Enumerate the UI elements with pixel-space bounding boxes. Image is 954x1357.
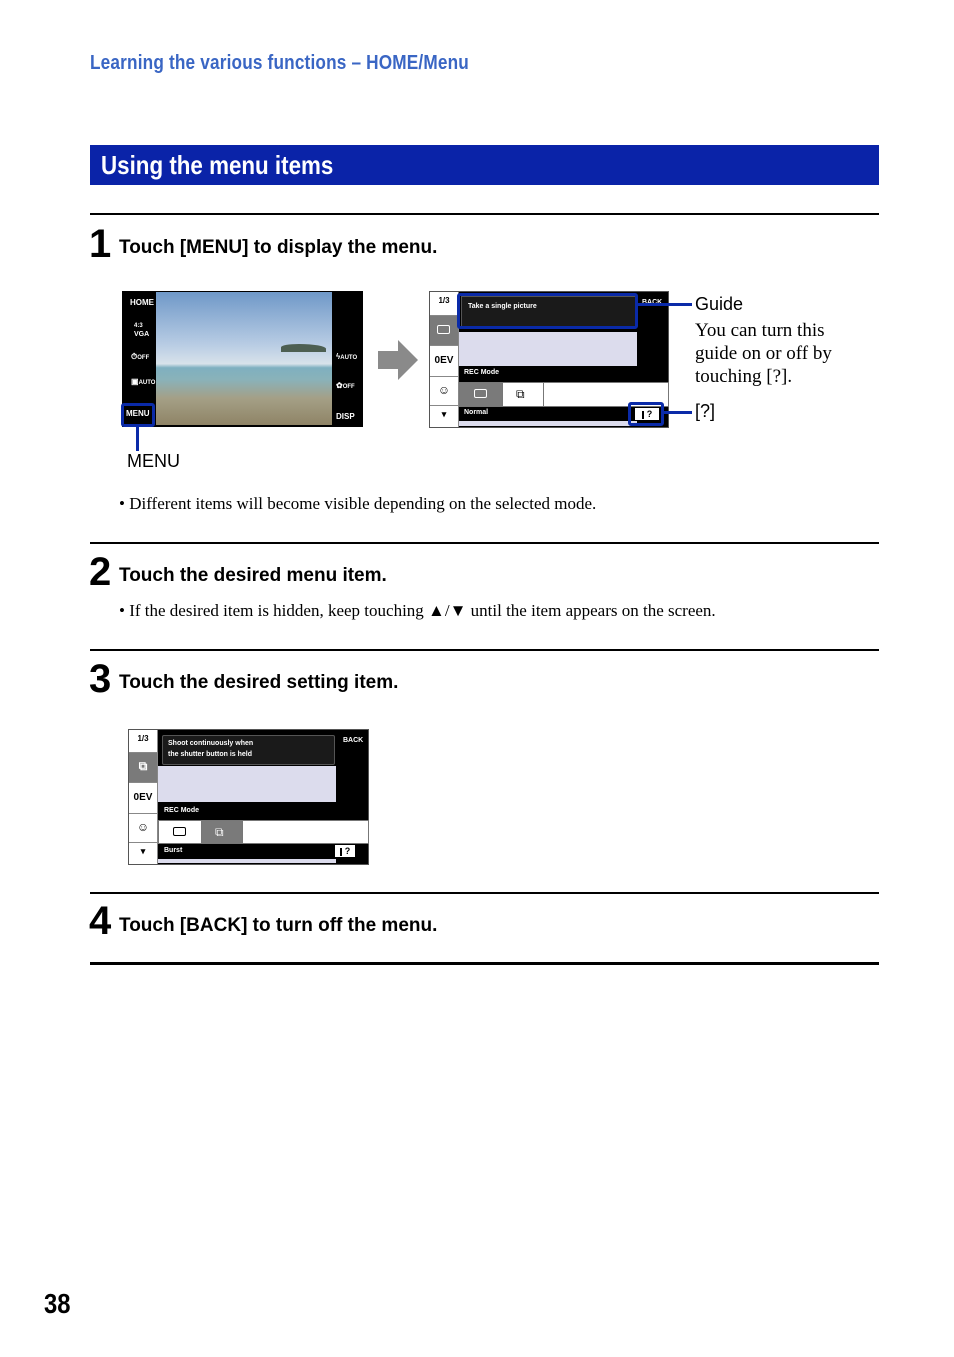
page-indicator[interactable] (430, 292, 458, 316)
help-label: ? (344, 846, 351, 856)
help-button[interactable] (335, 845, 355, 857)
step-number: 4 (89, 899, 112, 943)
ev-label: 0EV (434, 355, 454, 366)
triangle-down-icon: ▾ (140, 846, 146, 856)
step-text: Touch [BACK] to turn off the menu. (119, 915, 438, 936)
flash-icon[interactable]: ϟAUTO (336, 352, 358, 361)
help-bar-icon (340, 848, 342, 856)
triangle-down-icon: ▾ (441, 409, 447, 419)
guide-area-bottom (158, 859, 336, 863)
single-shot-icon (173, 827, 186, 836)
back-button[interactable]: BACK (343, 737, 364, 744)
menu-highlight (121, 403, 155, 427)
rec-mode-menu-item[interactable] (129, 753, 157, 783)
step-number: 1 (89, 222, 112, 266)
guide-area (459, 332, 637, 366)
callout-line (136, 427, 139, 451)
island-shape (281, 344, 326, 352)
step1-note: • Different items will become visible depending on the selected mode. (119, 494, 597, 513)
section-title: Using the menu items (101, 150, 334, 180)
macro-icon[interactable]: ✿OFF (336, 381, 355, 390)
burst-icon: ⧉ (516, 387, 525, 401)
section-title-bar (90, 145, 879, 185)
single-shot-icon (474, 389, 487, 398)
running-header: Learning the various functions – HOME/Menu (90, 52, 469, 74)
home-button[interactable]: HOME (130, 298, 154, 307)
divider (90, 962, 879, 965)
divider (90, 213, 879, 215)
step-number: 3 (89, 657, 112, 701)
burst-option[interactable] (502, 382, 544, 407)
guide-desc-line: touching [?]. (695, 366, 793, 387)
image-size-icon[interactable]: VGA (134, 331, 150, 338)
guide-area (158, 766, 336, 802)
step-text: Touch [MENU] to display the menu. (119, 237, 438, 258)
option-name: Burst (164, 847, 183, 854)
single-shot-icon (437, 325, 450, 334)
guide-text: Shoot continuously when (168, 740, 254, 747)
step-text: Touch the desired menu item. (119, 565, 387, 586)
divider (90, 542, 879, 544)
divider (90, 649, 879, 651)
empty-option (242, 820, 369, 844)
guide-area-bottom (459, 421, 637, 426)
scene-icon[interactable]: ▣AUTO (131, 377, 156, 386)
help-highlight (628, 402, 664, 426)
guide-text: the shutter button is held (168, 751, 252, 758)
macro-off-label: OFF (342, 384, 355, 390)
ev-menu-item[interactable] (430, 346, 458, 377)
burst-icon: ⧉ (215, 825, 224, 839)
scroll-down-button[interactable] (129, 843, 157, 864)
guide-desc-line: guide on or off by (695, 343, 832, 364)
callout-line (664, 411, 692, 414)
step-number: 2 (89, 550, 112, 594)
rec-mode-label: REC Mode (164, 807, 199, 814)
arrow-right-icon (378, 340, 420, 380)
camera-liveview-screen (122, 291, 363, 427)
guide-box (162, 735, 335, 765)
scroll-down-button[interactable] (430, 406, 458, 427)
page-indicator-label: 1/3 (137, 734, 149, 743)
rec-mode-label: REC Mode (464, 369, 499, 376)
guide-text: Take a single picture (468, 303, 537, 310)
page-indicator-label: 1/3 (438, 296, 450, 305)
menu-button[interactable]: MENU (126, 409, 150, 418)
guide-desc-line: You can turn this (695, 320, 825, 341)
selftimer-icon[interactable]: ⏱OFF (131, 352, 150, 361)
ev-label: 0EV (133, 792, 153, 803)
face-detection-icon: ☺ (437, 383, 451, 397)
guide-highlight (457, 293, 638, 329)
page-indicator[interactable] (129, 730, 157, 753)
guide-callout-label: Guide (695, 294, 744, 314)
burst-option-selected[interactable] (201, 820, 243, 844)
ev-menu-item[interactable] (129, 783, 157, 814)
help-callout-label: [?] (695, 401, 716, 421)
disp-button[interactable]: DISP (336, 412, 355, 421)
image-size-top: 4:3 (134, 323, 143, 329)
camera-menu-screen-burst (128, 729, 369, 865)
divider (90, 892, 879, 894)
normal-option-selected[interactable] (459, 382, 503, 407)
burst-icon: ⧉ (138, 759, 148, 773)
guide-callout-description (695, 319, 832, 388)
beach-photo (156, 292, 332, 425)
option-name: Normal (464, 409, 489, 416)
selftimer-off-label: OFF (137, 355, 150, 361)
flash-auto-label: AUTO (340, 355, 358, 361)
page-number: 38 (44, 1288, 71, 1319)
face-detection-menu-item[interactable] (430, 377, 458, 406)
callout-line (638, 303, 692, 306)
normal-option[interactable] (158, 820, 202, 844)
face-detection-icon: ☺ (136, 820, 150, 834)
help-label: ? (646, 409, 653, 419)
face-detection-menu-item[interactable] (129, 814, 157, 843)
step2-note: • If the desired item is hidden, keep touching ▲/▼ until the item appears on the screen. (119, 601, 716, 620)
menu-callout-label: MENU (127, 451, 180, 471)
scene-auto-label: AUTO (138, 380, 156, 386)
rec-mode-menu-item[interactable] (430, 316, 458, 346)
step-text: Touch the desired setting item. (119, 672, 399, 693)
